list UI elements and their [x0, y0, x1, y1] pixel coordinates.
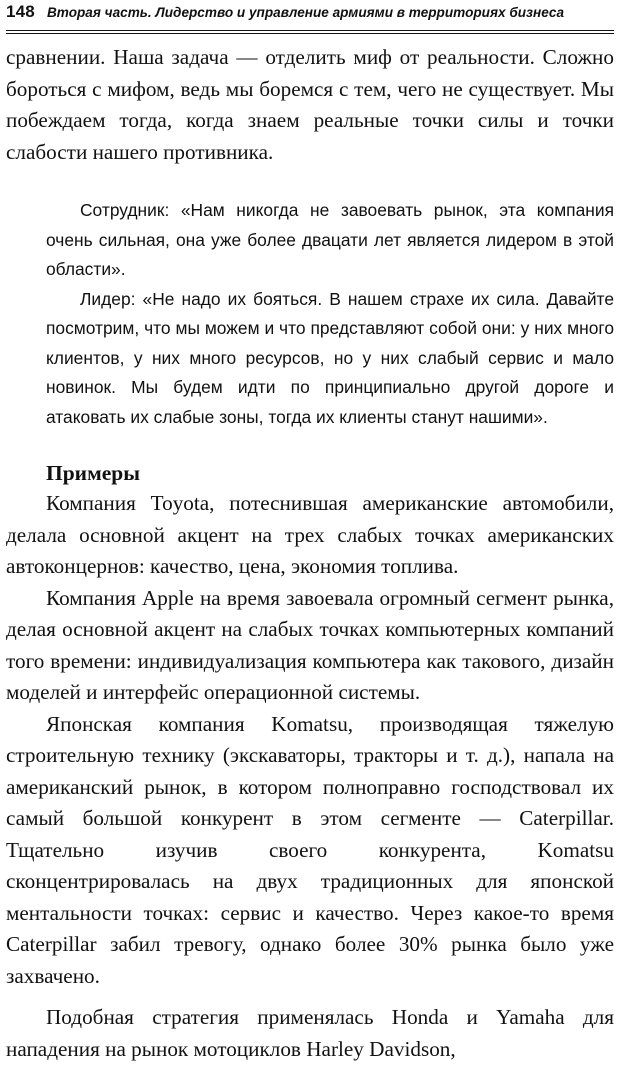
examples-section: [6, 488, 614, 1065]
paragraph: сравнении. Наша задача — отделить миф от реальности. Сложно бороться с мифом, ведь мы боремся с тем, чего не существует. Мы побеждаем тогда, когда знаем реальные точки силы и точки слабости нашего противника.: [6, 45, 614, 164]
paragraph-honda-yamaha: Подобная стратегия применялась Honda и Yamaha для нападения на рынок мотоциклов Harley Davidson,: [6, 1005, 614, 1061]
running-title: Вторая часть. Лидерство и управление армиями в территориях бизнеса: [46, 5, 565, 20]
section-heading: Примеры: [46, 461, 140, 485]
paragraph-toyota: Компания Toyota, потеснившая американские автомобили, делала основной акцент на трех слабых точках американских автоконцернов: качество, цена, экономия топлива.: [6, 491, 614, 578]
page-number: 148: [6, 2, 35, 21]
page-header: [6, 0, 614, 28]
intro-paragraph: [6, 42, 614, 168]
dialogue-block: [46, 196, 614, 432]
paragraph-komatsu: Японская компания Komatsu, производящая тяжелую строительную технику (экскаваторы, тракторы и т. д.), напала на американский рынок, в котором полноправно господствовал их самый большой конкурент в этом сегменте — Caterpillar. Тщательно изучив своего конкурента, Komatsu сконцентрировалась на двух традиционных для японской ментальности точках: сервис и качество. Через какое-то время Caterpillar забил тревогу, однако более 30% рынка было уже захвачено.: [6, 711, 614, 988]
header-rule: [6, 30, 614, 34]
paragraph-apple: Компания Apple на время завоевала огромный сегмент рынка, делая основной акцент на слабых точках компьютерных компаний того времени: индивидуализация компьютера как такового, дизайн моделей и интерфейс операционной системы.: [6, 585, 614, 704]
dialogue-employee: Сотрудник: «Нам никогда не завоевать рынок, эта компания очень сильная, она уже более двацати лет является лидером в этой области».: [46, 200, 614, 279]
dialogue-leader: Лидер: «Не надо их бояться. В нашем страхе их сила. Давайте посмотрим, что мы можем и что представляют собой они: у них много клиентов, у них много ресурсов, но у них слабый сервис и мало новинок. Мы будем идти по принципиально другой дороге и атаковать их слабые зоны, тогда их клиенты станут нашими».: [46, 288, 614, 427]
